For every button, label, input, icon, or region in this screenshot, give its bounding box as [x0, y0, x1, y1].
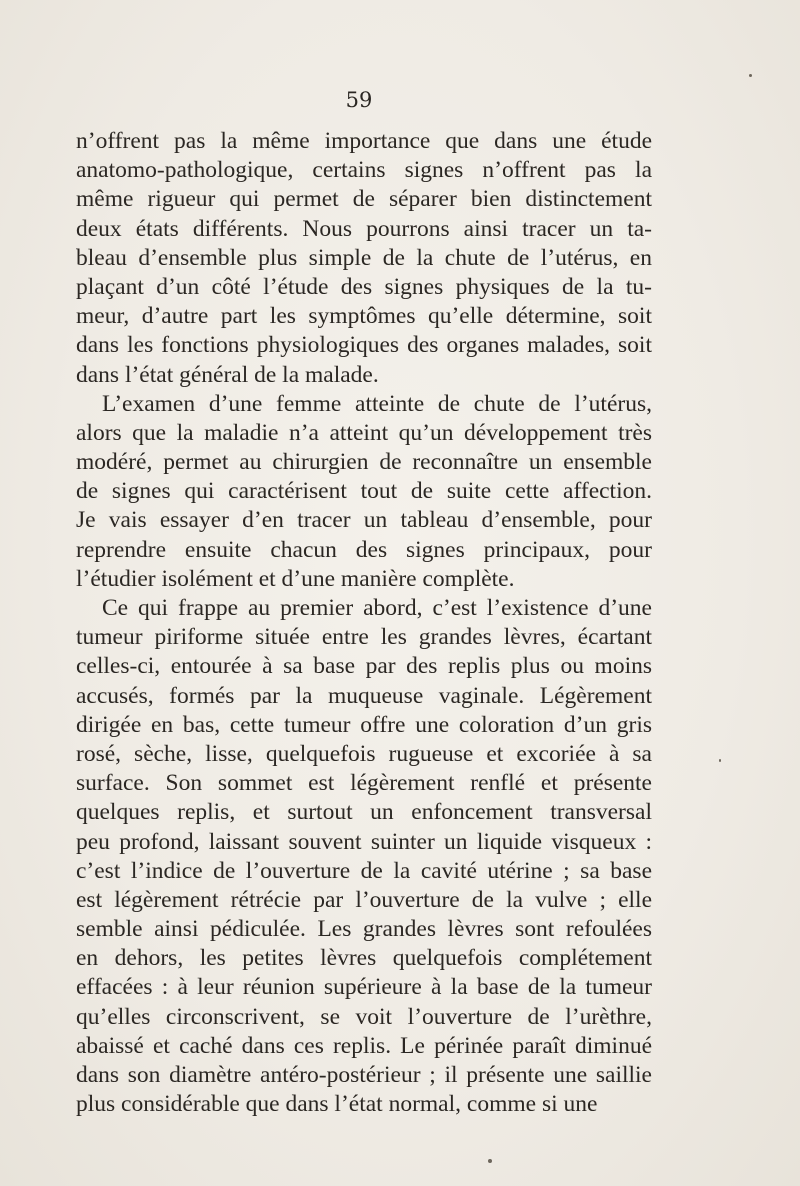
- text-line: de signes qui caractérisent tout de suite cette affection.: [76, 478, 652, 505]
- text-line: quelques replis, et surtout un enfoncement transversal: [76, 799, 652, 826]
- text-line: plaçant d’un côté l’étude des signes physiques de la tu-: [76, 273, 652, 300]
- paper-speck: [488, 1159, 492, 1163]
- text-line: dans l’état général de la malade.: [76, 361, 379, 388]
- text-line: L’examen d’une femme atteinte de chute de l’utérus,: [102, 390, 652, 417]
- text-line: deux états différents. Nous pourrons ainsi tracer un ta-: [76, 215, 652, 242]
- text-line: l’étudier isolément et d’une manière complète.: [76, 565, 515, 592]
- text-line: qu’elles circonscrivent, se voit l’ouverture de l’urèthre,: [76, 1003, 652, 1030]
- text-line: Je vais essayer d’en tracer un tableau d’ensemble, pour: [76, 507, 652, 534]
- text-line: Ce qui frappe au premier abord, c’est l’existence d’une: [102, 595, 652, 621]
- text-line: abaissé et caché dans ces replis. Le périnée paraît diminué: [76, 1032, 652, 1059]
- paragraph: [76, 390, 652, 594]
- text-line: même rigueur qui permet de séparer bien distinctement: [76, 186, 652, 213]
- text-line: anatomo-pathologique, certains signes n’offrent pas la: [76, 157, 652, 184]
- text-line: bleau d’ensemble plus simple de la chute de l’utérus, en: [76, 244, 652, 271]
- page-number: 59: [345, 88, 373, 112]
- text-line: alors que la maladie n’a atteint qu’un développement très: [76, 419, 652, 446]
- paper-speck: [719, 759, 721, 762]
- paragraph: [76, 594, 652, 1119]
- text-line: rosé, sèche, lisse, quelquefois rugueuse et excoriée à sa: [76, 740, 652, 767]
- body-text: [76, 127, 652, 1119]
- text-line: n’offrent pas la même importance que dans une étude: [76, 128, 652, 154]
- text-line: dans les fonctions physiologiques des organes malades, soit: [76, 332, 652, 359]
- text-line: dirigée en bas, cette tumeur offre une coloration d’un gris: [76, 711, 652, 738]
- text-line: est légèrement rétrécie par l’ouverture de la vulve ; elle: [76, 886, 652, 913]
- text-line: surface. Son sommet est légèrement renflé et présente: [76, 770, 652, 797]
- text-line: celles-ci, entourée à sa base par des replis plus ou moins: [76, 653, 652, 680]
- text-line: accusés, formés par la muqueuse vaginale. Légèrement: [76, 682, 652, 709]
- text-line: plus considérable que dans l’état normal, comme si une: [76, 1091, 598, 1118]
- text-line: semble ainsi pédiculée. Les grandes lèvres sont refoulées: [76, 916, 652, 943]
- text-line: dans son diamètre antéro-postérieur ; il présente une saillie: [76, 1062, 652, 1088]
- text-line: c’est l’indice de l’ouverture de la cavité utérine ; sa base: [76, 857, 652, 884]
- text-line: effacées : à leur réunion supérieure à la base de la tumeur: [76, 974, 652, 1001]
- text-line: peu profond, laissant souvent suinter un liquide visqueux :: [76, 828, 652, 855]
- text-line: reprendre ensuite chacun des signes principaux, pour: [76, 536, 652, 563]
- text-line: tumeur piriforme située entre les grandes lèvres, écartant: [76, 624, 652, 651]
- paragraph: [76, 127, 652, 390]
- text-line: en dehors, les petites lèvres quelquefois complétement: [76, 945, 652, 972]
- text-line: modéré, permet au chirurgien de reconnaître un ensemble: [76, 449, 652, 476]
- text-line: meur, d’autre part les symptômes qu’elle détermine, soit: [76, 303, 652, 330]
- paper-speck: [749, 74, 752, 77]
